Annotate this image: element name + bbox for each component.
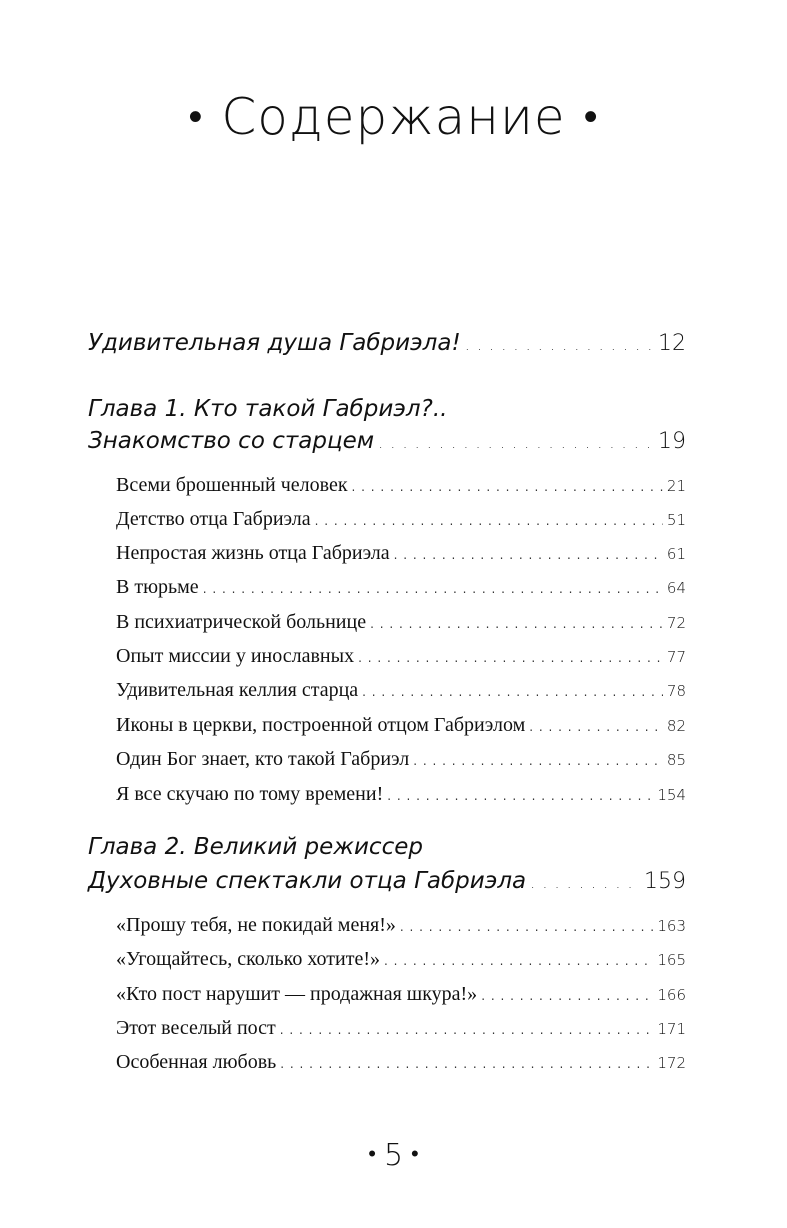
toc-entry-label: «Кто пост нарушит — продажная шкура!» — [116, 983, 478, 1005]
toc-entry-label: Непростая жизнь отца Габриэла — [116, 542, 390, 564]
dot-leader — [530, 873, 640, 892]
toc-page-number: 72 — [666, 614, 686, 632]
dot-leader — [529, 720, 663, 734]
toc-page-number: 165 — [657, 951, 686, 969]
toc-entry-label: Детство отца Габриэла — [116, 508, 311, 530]
toc-section[interactable] — [116, 542, 686, 565]
dot-leader — [481, 989, 653, 1003]
dot-leader — [387, 789, 653, 803]
dot-leader — [352, 480, 663, 494]
toc-entry-label: Особенная любовь — [116, 1051, 277, 1073]
dot-leader — [358, 651, 663, 665]
toc-entry-label: Удивительная келлия старца — [116, 679, 359, 701]
chapter-1-heading[interactable]: Глава 1. Кто такой Габриэл?.. — [88, 396, 448, 422]
toc-entry-label: «Прошу тебя, не покидай меня!» — [116, 914, 396, 936]
dot-leader — [362, 685, 663, 699]
toc-entry-label: Опыт миссии у инославных — [116, 645, 355, 667]
toc-entry-label: Всеми брошенный человек — [116, 474, 348, 496]
toc-entry-label: В тюрьме — [116, 576, 199, 598]
dot-leader — [370, 617, 663, 631]
toc-page-number: 166 — [657, 986, 686, 1004]
toc-section[interactable] — [116, 983, 686, 1006]
toc-entry-label: Я все скучаю по тому времени! — [116, 783, 384, 805]
toc-section[interactable] — [116, 948, 686, 971]
dot-leader — [413, 754, 663, 768]
toc-page-number: 78 — [666, 682, 686, 700]
bullet-ornament-icon: • — [188, 93, 204, 140]
dot-leader — [280, 1023, 654, 1037]
toc-section[interactable] — [116, 645, 686, 668]
dot-leader — [280, 1057, 653, 1071]
toc-page-number: 82 — [666, 717, 686, 735]
dot-leader — [394, 548, 663, 562]
chapter-1-entry[interactable] — [88, 428, 686, 454]
toc-section[interactable] — [116, 508, 686, 531]
toc-page-number: 64 — [666, 579, 686, 597]
dot-leader — [465, 335, 654, 354]
toc-section[interactable] — [116, 1017, 686, 1040]
toc-entry-intro[interactable] — [88, 330, 686, 356]
dot-leader — [400, 920, 653, 934]
toc-entry-label: «Угощайтесь, сколько хотите!» — [116, 948, 381, 970]
chapter-2-heading[interactable]: Глава 2. Великий режиссер — [88, 834, 423, 860]
toc-page-number: 61 — [666, 545, 686, 563]
toc-page-number: 154 — [657, 786, 686, 804]
toc-page-number: 85 — [666, 751, 686, 769]
toc-section[interactable] — [116, 576, 686, 599]
toc-page-number: 21 — [666, 477, 686, 495]
toc-page-number: 12 — [658, 331, 686, 356]
toc-section[interactable] — [116, 679, 686, 702]
toc-section[interactable] — [116, 748, 686, 771]
dot-leader — [384, 954, 653, 968]
toc-page-number: 19 — [658, 429, 686, 454]
toc-page-number: 172 — [657, 1054, 686, 1072]
dot-leader — [203, 582, 663, 596]
toc-entry-label: Духовные спектакли отца Габриэла — [88, 868, 527, 894]
toc-entry-label: Удивительная душа Габриэла! — [88, 330, 461, 356]
page-title — [0, 88, 787, 146]
toc-section[interactable] — [116, 611, 686, 634]
toc-section[interactable] — [116, 474, 686, 497]
toc-section[interactable] — [116, 1051, 686, 1074]
toc-entry-label: Этот веселый пост — [116, 1017, 276, 1039]
toc-entry-label: Один Бог знает, кто такой Габриэл — [116, 748, 410, 770]
page-number-footer — [0, 1138, 787, 1173]
toc-section[interactable] — [116, 914, 686, 937]
bullet-ornament-icon: • — [368, 1142, 376, 1167]
bullet-ornament-icon: • — [583, 93, 599, 140]
chapter-2-entry[interactable] — [88, 868, 686, 894]
toc-section[interactable] — [116, 783, 686, 806]
toc-page-number: 159 — [644, 869, 686, 894]
toc-section[interactable] — [116, 714, 686, 737]
toc-page-number: 77 — [666, 648, 686, 666]
dot-leader — [378, 433, 654, 452]
toc-page-number: 163 — [657, 917, 686, 935]
bullet-ornament-icon: • — [411, 1142, 419, 1167]
toc-entry-label: Иконы в церкви, построенной отцом Габриэлом — [116, 714, 526, 736]
toc-page-number: 171 — [657, 1020, 686, 1038]
toc-entry-label: Знакомство со старцем — [88, 428, 375, 454]
toc-entry-label: В психиатрической больнице — [116, 611, 367, 633]
page-title-text: Содержание — [221, 88, 566, 146]
dot-leader — [315, 514, 663, 528]
toc-page-number: 51 — [666, 511, 686, 529]
page-number: 5 — [383, 1138, 404, 1173]
